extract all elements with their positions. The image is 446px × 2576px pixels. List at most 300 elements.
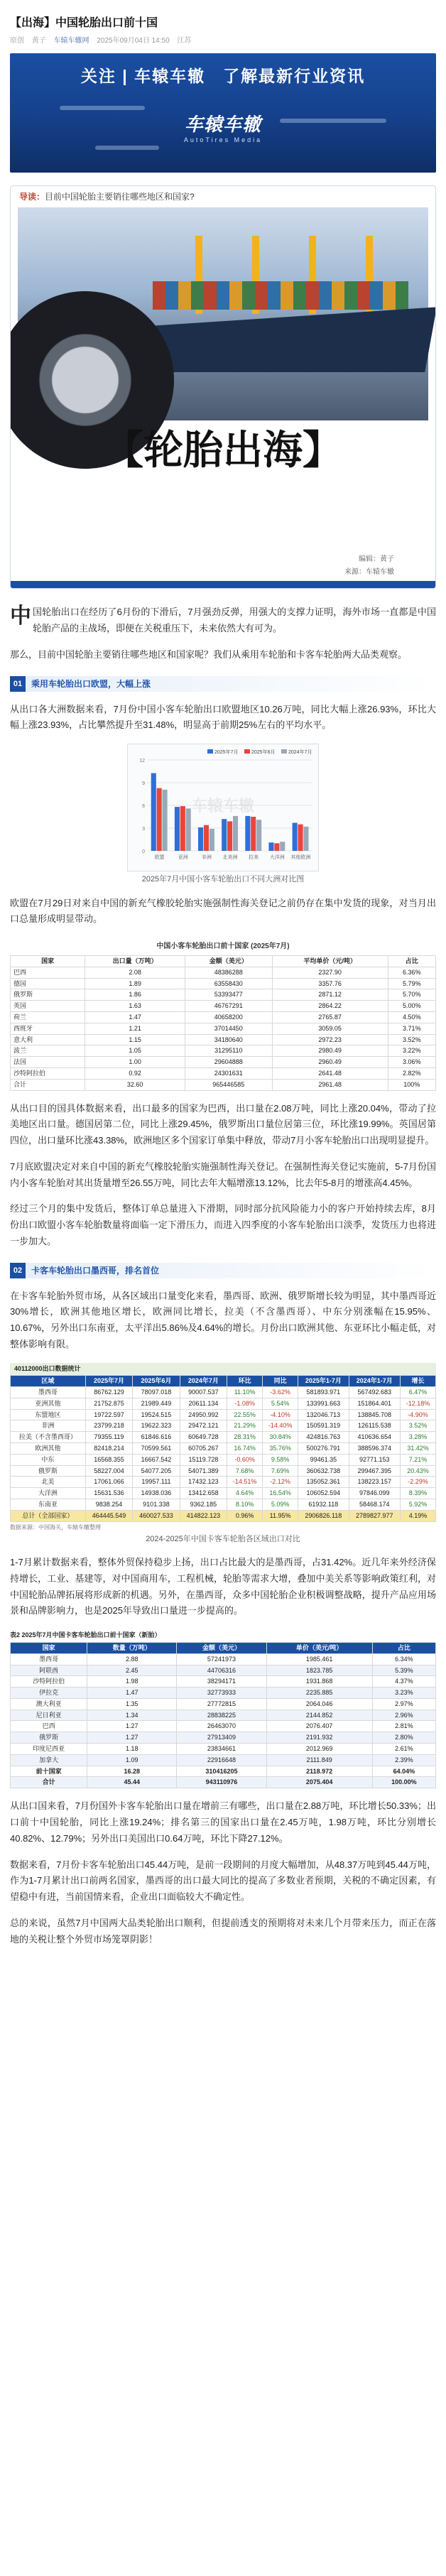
table-cell: 31.42% [400, 1443, 435, 1455]
table-cell: 3.52% [400, 1420, 435, 1432]
bar [198, 827, 203, 851]
table-cell: 48386288 [185, 967, 272, 978]
table-cell: 15119.728 [180, 1454, 227, 1465]
table-cell: 19524.515 [133, 1409, 180, 1420]
section2-paragraph-3: 从出口国来看，7月份国外卡客车轮胎出口量在增前三有哪些，出口量在2.88万吨，环比增长50.33%；出口前十中国轮胎，同比上涨19.24%；排名第三的国家出口量在2.45万吨，1.98万吨，环比分别增长40.82%、12.79%；另外出口美国出口0.64万吨，环比下降27.12%。 [10, 1800, 436, 1844]
table-cell: 2789827.977 [349, 1510, 400, 1521]
column-header: 数量（万吨） [87, 1642, 177, 1653]
table-cell: 35.76% [263, 1443, 298, 1455]
bar [186, 808, 191, 851]
table-cell: 俄罗斯 [11, 1732, 87, 1744]
account-link[interactable]: 车辕车辙网 [53, 37, 89, 45]
table-cell: 5.54% [263, 1398, 298, 1409]
intro-text: 国轮胎出口在经历了6月份的下滑后，7月强劲反弹，用强大的支撑力证明，海外市场一直都是中国轮胎产品的主战场，即便在关税重压下，未来依然大有可为。 [33, 607, 436, 634]
y-tick-label: 0 [142, 849, 145, 855]
table-cell: 8.10% [227, 1499, 263, 1511]
table-cell: 23799.218 [85, 1420, 132, 1432]
table-cell: 3357.76 [272, 978, 388, 989]
bar [293, 823, 298, 851]
bar [256, 820, 261, 851]
table-cell: 0.96% [227, 1510, 263, 1521]
section-label: 卡客车轮胎出口墨西哥，排名首位 [31, 1265, 160, 1276]
table-row [11, 1477, 436, 1488]
table-cell: 410636.654 [349, 1432, 400, 1443]
chart-caption: 2025年7月中国小客车轮胎出口不同大洲对比图 [141, 875, 305, 884]
table-cell: 37014450 [185, 1023, 272, 1034]
bar [227, 822, 232, 852]
table-cell: 53393477 [185, 989, 272, 1001]
table-cell: 16.28 [87, 1766, 177, 1777]
table-cell: 138223.157 [349, 1477, 400, 1488]
column-header: 金额（美元） [185, 956, 272, 967]
table-row [11, 1465, 436, 1477]
bar [180, 806, 185, 851]
table-cell: 78097.018 [133, 1387, 180, 1398]
bar [151, 773, 156, 851]
table-cell: 5.09% [263, 1499, 298, 1511]
table-cell: 3059.05 [272, 1023, 388, 1034]
section1-paragraph-2: 欧盟在7月29日对来自中国的新充气橡胶轮胎实施强制性海关登记之前仍存在集中发货的现象，对当月出口总量形成明显带动。 [10, 897, 436, 925]
table-cell: 中东 [11, 1454, 86, 1465]
table-cell: 1.47 [85, 1012, 185, 1023]
table-cell: 波兰 [11, 1045, 85, 1057]
table-cell: 东南亚 [11, 1499, 86, 1511]
table-cell: 1.00 [85, 1057, 185, 1068]
table-cell: 100.00% [372, 1777, 435, 1788]
table-cell: -4.10% [263, 1409, 298, 1420]
bar [157, 788, 162, 851]
publish-time: 2025年09月04日 14:50 [97, 37, 170, 45]
table-row [11, 967, 436, 978]
table-cell: 138845.708 [349, 1409, 400, 1420]
pcr-top10-table [10, 938, 436, 1091]
table-cell: 4.37% [372, 1676, 435, 1688]
table-cell: 16.74% [227, 1443, 263, 1455]
table-cell: 31295110 [185, 1045, 272, 1057]
table-cell: 西班牙 [11, 1023, 85, 1034]
cover-editor: 编辑：黄子 [359, 555, 394, 564]
table-cell: -0.60% [227, 1454, 263, 1465]
table-cell: 1.15 [85, 1034, 185, 1045]
table-cell: 17432.123 [180, 1477, 227, 1488]
table-cell: 54071.389 [180, 1465, 227, 1477]
table-cell: 44706316 [177, 1665, 266, 1676]
table-cell: 亚洲其他 [11, 1398, 86, 1409]
bar [163, 790, 168, 851]
bar [251, 817, 256, 851]
column-header: 平均单价（元/吨） [272, 956, 388, 967]
column-header: 增长 [400, 1376, 435, 1387]
table-cell: 1.63 [85, 1001, 185, 1012]
table-cell: 3.06% [388, 1057, 435, 1068]
table-cell: 14938.036 [133, 1488, 180, 1499]
table-cell: 20.43% [400, 1465, 435, 1477]
table-cell: 27913409 [177, 1732, 266, 1744]
table-row [11, 1034, 436, 1045]
table-cell: 2.39% [372, 1754, 435, 1766]
column-header: 国家 [11, 956, 85, 967]
table-cell: 61932.118 [298, 1499, 349, 1511]
table-cell: 4.50% [388, 1012, 435, 1023]
table-cell: 9362.185 [180, 1499, 227, 1511]
table-cell: 1.21 [85, 1023, 185, 1034]
table-row [11, 1688, 436, 1699]
table-cell: 16568.355 [85, 1454, 132, 1465]
table-row [11, 1754, 436, 1766]
table-cell: 19722.597 [85, 1409, 132, 1420]
table-cell: 7.21% [400, 1454, 435, 1465]
table-cell: 2144.852 [266, 1710, 372, 1721]
cargo-ship [138, 307, 436, 372]
bar [175, 807, 180, 851]
table-cell: 86762.129 [85, 1387, 132, 1398]
legend-label: 2025年7月 [214, 750, 239, 756]
table-cell: 1.35 [87, 1698, 177, 1710]
table-cell: 8.39% [400, 1488, 435, 1499]
table-cell: 7.68% [227, 1465, 263, 1477]
column-header: 2025年1-7月 [298, 1376, 349, 1387]
table-cell: 总计（全部国家） [11, 1510, 86, 1521]
column-header: 金额（美元） [177, 1642, 266, 1653]
table-row [11, 1387, 436, 1398]
table-cell: 15631.536 [85, 1488, 132, 1499]
table-total-row [11, 1766, 436, 1777]
y-tick-label: 12 [139, 759, 145, 764]
table-row [11, 1721, 436, 1732]
table-cell: 17061.066 [85, 1477, 132, 1488]
table-row [11, 1676, 436, 1688]
table-cell: 2118.972 [266, 1766, 372, 1777]
table-cell: 299467.395 [349, 1465, 400, 1477]
table-cell: 北美 [11, 1477, 86, 1488]
table-cell: 合计 [11, 1777, 87, 1788]
table-cell: 22916648 [177, 1754, 266, 1766]
table-cell: 30.84% [263, 1432, 298, 1443]
cover-title: 【轮胎出海】 [104, 428, 342, 473]
table-cell: 2012.969 [266, 1744, 372, 1755]
table-cell: 前十国家 [11, 1766, 87, 1777]
table-cell: 16667.542 [133, 1454, 180, 1465]
table-cell: 9838.254 [85, 1499, 132, 1511]
table-cell: 沙特阿拉伯 [11, 1676, 87, 1688]
table-cell: 28838225 [177, 1710, 266, 1721]
table-row [11, 1068, 436, 1080]
table-cell: 21.29% [227, 1420, 263, 1432]
table-cell: -14.51% [227, 1477, 263, 1488]
table-row [11, 1744, 436, 1755]
cover-guide [19, 192, 195, 203]
table2-caption: 2024-2025年中国卡客车轮胎各区域出口对比 [146, 1534, 300, 1543]
table-cell: 1.05 [85, 1045, 185, 1057]
table-cell: -1.08% [227, 1398, 263, 1409]
table-cell: 2765.87 [272, 1012, 388, 1023]
table-row [11, 989, 436, 1001]
table-row [11, 1732, 436, 1744]
table-cell: 4.64% [227, 1488, 263, 1499]
table-cell: 965446585 [185, 1079, 272, 1090]
table-cell: 荷兰 [11, 1012, 85, 1023]
table-cell: 东盟地区 [11, 1409, 86, 1420]
x-tick-label: 非洲 [201, 855, 212, 861]
table-cell: 20611.134 [180, 1398, 227, 1409]
column-header: 出口量（万吨） [85, 956, 185, 967]
table-cell: 德国 [11, 978, 85, 989]
table-cell: 1.27 [87, 1721, 177, 1732]
table-cell: 34180640 [185, 1034, 272, 1045]
table-cell: 印度尼西亚 [11, 1744, 87, 1755]
table-cell: 5.00% [388, 1001, 435, 1012]
table-row [11, 1023, 436, 1034]
follow-banner[interactable] [10, 53, 436, 173]
section1-paragraph-1: 从出口各大洲数据来看，7月份中国小客车轮胎出口欧盟地区10.26万吨，同比大幅上涨26.93%，环比大幅上涨23.93%，占比攀然提升至31.48%，明显高于前期25%左右的平均水平。 [10, 703, 436, 731]
table-cell: 414822.123 [180, 1510, 227, 1521]
table-row [11, 1398, 436, 1409]
section-heading-2 [10, 1263, 436, 1278]
table-row [11, 978, 436, 989]
table-cell: 3.22% [388, 1045, 435, 1057]
table-cell: 2075.404 [266, 1777, 372, 1788]
column-header: 环比 [227, 1376, 263, 1387]
table-cell: 6.36% [388, 967, 435, 978]
table-cell: 9.58% [263, 1454, 298, 1465]
table-cell: 欧洲其他 [11, 1443, 86, 1455]
banner-slogan: 关注 | 车辕车辙 了解最新行业资讯 [80, 67, 366, 86]
table-row [11, 1432, 436, 1443]
table-cell: 19622.323 [133, 1420, 180, 1432]
table-cell: 79355.119 [85, 1432, 132, 1443]
intro-paragraph-2: 那么，目前中国轮胎主要销往哪些地区和国家呢？我们从乘用车轮胎和卡客车轮胎两大品类观察。 [10, 648, 408, 660]
table-cell: 97846.099 [349, 1488, 400, 1499]
column-header: 2024年1-7月 [349, 1376, 400, 1387]
table-cell: 567492.683 [349, 1387, 400, 1398]
table-cell: 1.89 [85, 978, 185, 989]
table-cell: 32773933 [177, 1688, 266, 1699]
table-cell: 1.09 [87, 1754, 177, 1766]
column-header: 2025年6月 [133, 1376, 180, 1387]
table-cell: 1.98 [87, 1676, 177, 1688]
table-cell: 法国 [11, 1057, 85, 1068]
table-cell: 126115.538 [349, 1420, 400, 1432]
table-cell: 2076.407 [266, 1721, 372, 1732]
table-cell: 2864.22 [272, 1001, 388, 1012]
table-cell: 1931.868 [266, 1676, 372, 1688]
bar [222, 819, 227, 851]
location: 江苏 [177, 37, 192, 45]
table-cell: 310416205 [177, 1766, 266, 1777]
table-cell: 2641.48 [272, 1068, 388, 1080]
x-tick-label: 北美洲 [222, 855, 238, 861]
table-row [11, 1001, 436, 1012]
table-cell: 151864.401 [349, 1398, 400, 1409]
column-header: 区域 [11, 1376, 86, 1387]
legend-label: 2024年7月 [288, 750, 312, 756]
bar [298, 825, 303, 851]
table-cell: 2.61% [372, 1744, 435, 1755]
x-tick-label: 欧盟 [154, 855, 165, 861]
table-cell: 133991.663 [298, 1398, 349, 1409]
table-cell: 424816.763 [298, 1432, 349, 1443]
column-header: 同比 [263, 1376, 298, 1387]
table-cell: 2.80% [372, 1732, 435, 1744]
tbr-top10-table [10, 1629, 436, 1788]
table-cell: 拉美（不含墨西哥） [11, 1432, 86, 1443]
y-tick-label: 9 [142, 781, 145, 787]
table-cell: 64.04% [372, 1766, 435, 1777]
table-total-row [11, 1079, 436, 1090]
table-row [11, 1665, 436, 1676]
x-tick-label: 拉美 [249, 855, 259, 861]
table-cell: 40658200 [185, 1012, 272, 1023]
table-cell: 11.10% [227, 1387, 263, 1398]
section2-paragraph-2: 1-7月累计数据来看，整体外贸保持稳步上扬，出口占比最大的是墨西哥，占31.42%。近几年来外经济保持增长，工业、基建等，对中国商用车，工程机械，轮胎等需求大增，叠加中美关系等影响政策红利，对中国轮胎品牌拓展将形成新的机遇。另外，在墨西哥，众多中国轮胎企业积极调整战略，提升产品应用场景和品牌影响力，也是2025年导致出口量进一步提高的。 [10, 1557, 436, 1616]
watermark: 车辕车辙 [191, 797, 255, 815]
table-cell: 58227.004 [85, 1465, 132, 1477]
section-number: 02 [10, 1263, 26, 1278]
tbr-region-table [10, 1363, 436, 1531]
table-cell: 500276.791 [298, 1443, 349, 1455]
table-cell: 巴西 [11, 1721, 87, 1732]
table-cell: 24301631 [185, 1068, 272, 1080]
table-cell: 5.39% [372, 1665, 435, 1676]
bar [233, 816, 238, 851]
bar [274, 843, 279, 851]
table-cell: 46767291 [185, 1001, 272, 1012]
port-photo [18, 207, 428, 420]
table-cell: 3.52% [388, 1034, 435, 1045]
table-row [11, 1057, 436, 1068]
table-title: 中国小客车轮胎出口前十国家 (2025年7月) [156, 942, 290, 951]
section2-paragraph-4: 数据来看，7月份卡客车轮胎出口45.44万吨，是前一段期间的月度大幅增加，从48.37万吨到45.44万吨，作为1-7月累计出口前两名国家，墨西哥的出口最大同比的提高了多数业者预期，关税的不确定因素，有望稳中有进，当前国情来看，企业出口面临较大不确定性。 [10, 1859, 436, 1903]
table-cell: 伊拉克 [11, 1688, 87, 1699]
table-cell: 0.92 [85, 1068, 185, 1080]
table-cell: 2972.23 [272, 1034, 388, 1045]
table-cell: -4.90% [400, 1409, 435, 1420]
section2-paragraph-5: 总的来说，虽然7月中国两大品类轮胎出口顺利，但提前透支的预期将对未来几个月带来压力，而正在落地的关税让整个外贸市场笼罩阴影！ [10, 1917, 436, 1945]
table-cell: 巴西 [11, 967, 85, 978]
table-cell: 1.18 [87, 1744, 177, 1755]
table-cell: 61846.616 [133, 1432, 180, 1443]
table-row [11, 1488, 436, 1499]
table-cell: 意大利 [11, 1034, 85, 1045]
table-cell: 2235.885 [266, 1688, 372, 1699]
column-header: 占比 [388, 956, 435, 967]
section-label: 乘用车轮胎出口欧盟，大幅上涨 [31, 678, 151, 689]
table-cell: 70599.561 [133, 1443, 180, 1455]
dropcap: 中 [10, 604, 31, 629]
chart-svg [128, 744, 318, 871]
table-cell: 2961.48 [272, 1079, 388, 1090]
table-cell: 6.34% [372, 1653, 435, 1665]
table-cell: 106052.594 [298, 1488, 349, 1499]
legend-swatch [281, 749, 287, 754]
table-cell: 加拿大 [11, 1754, 87, 1766]
table-cell: 581893.971 [298, 1387, 349, 1398]
table-cell: 1.27 [87, 1732, 177, 1744]
table-cell: -2.12% [263, 1477, 298, 1488]
bar [303, 827, 308, 851]
table-title: 表2 2025年7月中国卡客车轮胎出口前十国家（新胎） [10, 1631, 161, 1639]
table-cell: 1823.785 [266, 1665, 372, 1676]
table-cell: 60705.267 [180, 1443, 227, 1455]
table-cell: 2.88 [87, 1653, 177, 1665]
table-cell: 32.60 [85, 1079, 185, 1090]
table-cell: 6.47% [400, 1387, 435, 1398]
table-cell: 26463070 [177, 1721, 266, 1732]
table-cell: 29472.121 [180, 1420, 227, 1432]
table-row [11, 1698, 436, 1710]
table-cell: 尼日利亚 [11, 1710, 87, 1721]
table-cell: 5.70% [388, 989, 435, 1001]
table-cell: 2.81% [372, 1721, 435, 1732]
column-header: 占比 [372, 1642, 435, 1653]
table-row [11, 1012, 436, 1023]
banner-logo: 车辕车辙 [184, 114, 261, 136]
table-cell: 2.45 [87, 1665, 177, 1676]
table-row [11, 1409, 436, 1420]
table-cell: 13412.658 [180, 1488, 227, 1499]
table-cell: 19957.111 [133, 1477, 180, 1488]
legend-swatch [207, 749, 213, 754]
table-cell: 2980.49 [272, 1045, 388, 1057]
table-cell: 俄罗斯 [11, 1465, 86, 1477]
bar [204, 825, 209, 851]
table-cell: 2871.12 [272, 989, 388, 1001]
table-cell: 大洋洲 [11, 1488, 86, 1499]
table-cell: 1.86 [85, 989, 185, 1001]
author-name: 黄子 [31, 37, 46, 45]
table-total-row [11, 1510, 436, 1521]
table-row [11, 1454, 436, 1465]
table-cell: 2191.932 [266, 1732, 372, 1744]
y-tick-label: 3 [142, 827, 145, 832]
column-header: 2024年7月 [180, 1376, 227, 1387]
table-cell: 90007.537 [180, 1387, 227, 1398]
table-total-row [11, 1777, 436, 1788]
table-cell: 45.44 [87, 1777, 177, 1788]
table-cell: 360632.738 [298, 1465, 349, 1477]
table-source: 数据来源：中国海关，车辕车辙整理 [10, 1523, 101, 1531]
table-cell: 11.95% [263, 1510, 298, 1521]
table-cell: 23834661 [177, 1744, 266, 1755]
guide-prefix: 导读： [19, 192, 45, 202]
table-cell: 388596.374 [349, 1443, 400, 1455]
table-cell: 60649.728 [180, 1432, 227, 1443]
table-cell: 132046.713 [298, 1409, 349, 1420]
table-cell: 2327.90 [272, 967, 388, 978]
x-tick-label: 亚洲 [178, 855, 188, 861]
table-cell: 54077.205 [133, 1465, 180, 1477]
column-header: 2025年7月 [85, 1376, 132, 1387]
table-cell: 非洲 [11, 1420, 86, 1432]
table-cell: 460027.533 [133, 1510, 180, 1521]
section-number: 01 [10, 676, 26, 692]
table-cell: 135052.361 [298, 1477, 349, 1488]
table-cell: 100% [388, 1079, 435, 1090]
table-cell: 99461.35 [298, 1454, 349, 1465]
table-cell: 9101.338 [133, 1499, 180, 1511]
table-cell: 澳大利亚 [11, 1698, 87, 1710]
table-cell: 943110976 [177, 1777, 266, 1788]
table-cell: 合计 [11, 1079, 85, 1090]
legend-swatch [244, 749, 250, 754]
table-cell: -14.40% [263, 1420, 298, 1432]
table-cell: 3.71% [388, 1023, 435, 1034]
table-cell: 57241973 [177, 1653, 266, 1665]
column-header: 国家 [11, 1642, 87, 1653]
table-cell: 沙特阿拉伯 [11, 1068, 85, 1080]
table-cell: 1.34 [87, 1710, 177, 1721]
table-cell: 3.28% [400, 1432, 435, 1443]
